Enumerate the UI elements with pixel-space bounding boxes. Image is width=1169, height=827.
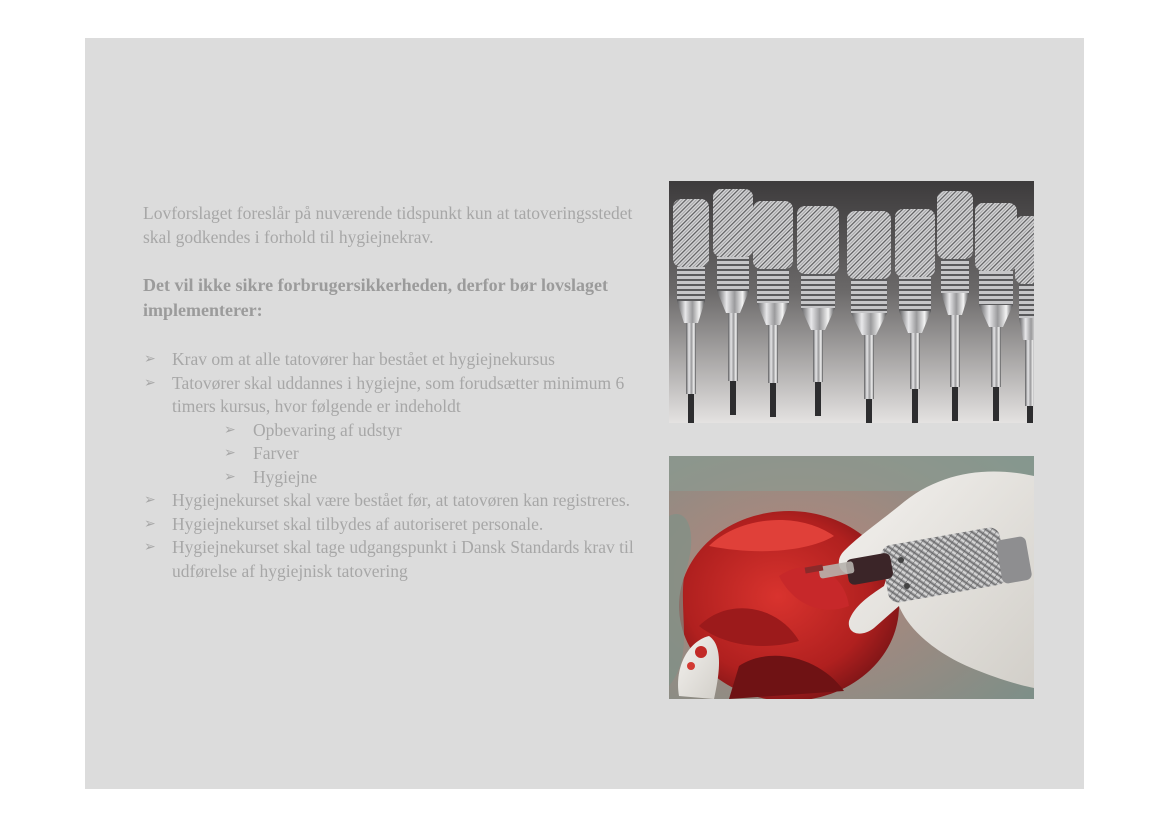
- arrow-bullet-icon: ➢: [144, 351, 156, 367]
- sub-list-item: ➢ Opbevaring af udstyr: [172, 419, 643, 443]
- intro-paragraph: Lovforslaget foreslår på nuværende tidspunkt kun at tatoveringsstedet skal godkendes i forhold til hygiejnekrav.: [143, 203, 633, 247]
- sub-list: [172, 419, 643, 490]
- list-item: ➢ Krav om at alle tatovører har bestået et hygiejnekursus: [143, 348, 643, 372]
- sub-list-item: ➢ Farver: [172, 442, 643, 466]
- requirements-list: [143, 348, 643, 583]
- slide: [85, 38, 1084, 789]
- arrow-bullet-icon: ➢: [224, 468, 236, 485]
- arrow-bullet-icon: ➢: [144, 374, 156, 391]
- list-item: ➢ Hygiejnekurset skal tage udgangspunkt i Dansk Standards krav til udførelse af hygiejnisk tatovering: [144, 537, 634, 581]
- sub-list-item: ➢ Hygiejne: [172, 466, 643, 490]
- arrow-bullet-icon: ➢: [144, 515, 156, 532]
- arrow-bullet-icon: ➢: [144, 492, 156, 508]
- list-item: ➢ Tatovører skal uddannes i hygiejne, som forudsætter minimum 6 timers kursus, hvor følgende er indeholdt ➢ Opbevaring af udstyr ➢ Farver ➢ Hygiejne: [143, 372, 643, 490]
- list-item: ➢ Hygiejnekurset skal være bestået før, at tatovøren kan registreres.: [143, 489, 643, 513]
- arrow-bullet-icon: ➢: [224, 445, 236, 461]
- tattooing-rose-photo: [669, 456, 1034, 699]
- arrow-bullet-icon: ➢: [224, 421, 236, 438]
- bold-statement: Det vil ikke sikre forbrugersikkerheden, derfor bør lovslaget implementerer:: [143, 275, 608, 320]
- slide-text: [143, 202, 643, 583]
- tattoo-equipment-photo: [669, 181, 1034, 423]
- list-item: ➢ Hygiejnekurset skal tilbydes af autoriseret personale.: [143, 513, 643, 537]
- arrow-bullet-icon: ➢: [144, 539, 156, 555]
